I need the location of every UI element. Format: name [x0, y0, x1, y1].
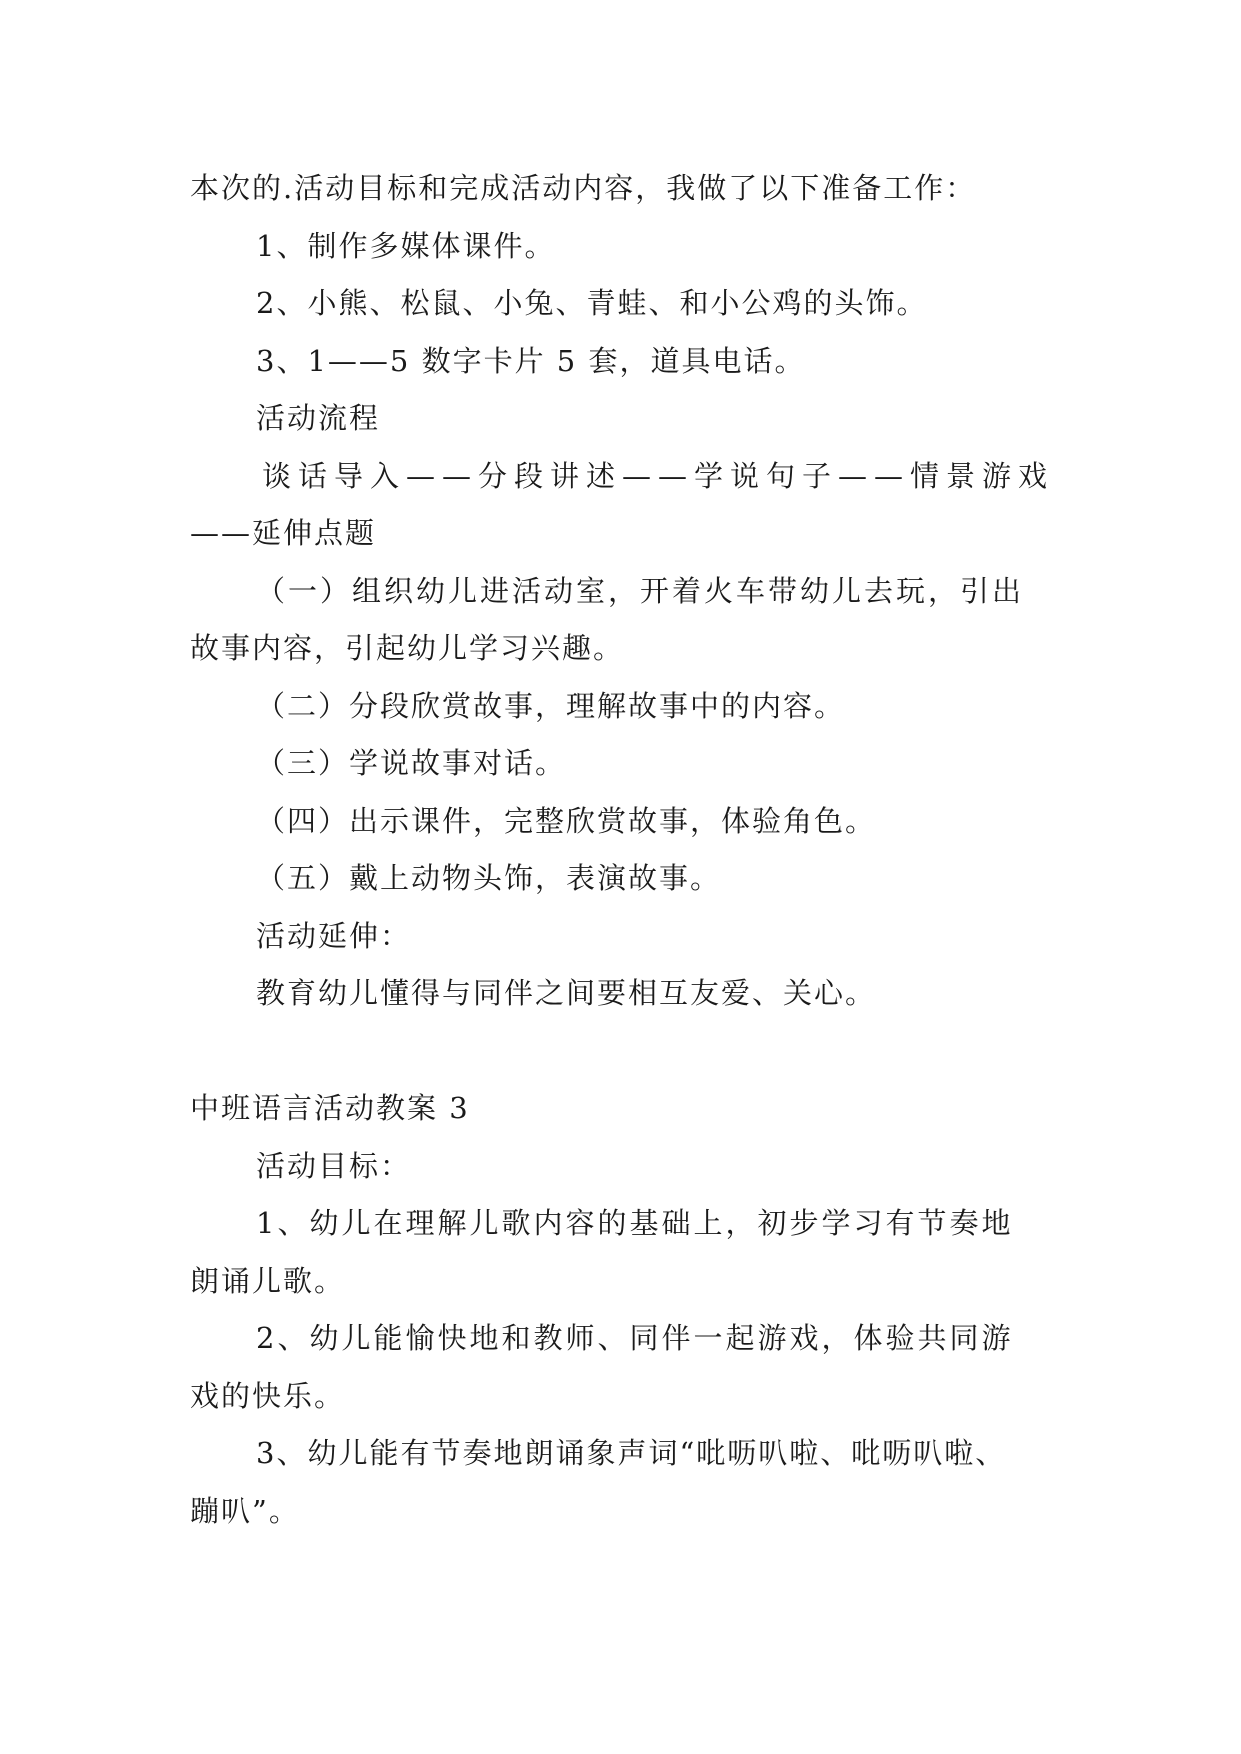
- goal-1-cont: 朗诵儿歌。: [190, 1264, 346, 1298]
- goal-2-cont: 戏的快乐。: [190, 1379, 346, 1413]
- list-item-prep-2: 2、小熊、松鼠、小兔、青蛙、和小公鸡的头饰。: [256, 286, 928, 320]
- activity-flow-summary-cont: ——延伸点题: [190, 516, 377, 550]
- section-title-lesson-3: 中班语言活动教案 3: [190, 1091, 470, 1125]
- list-item-prep-1: 1、制作多媒体课件。: [256, 229, 556, 263]
- flow-step-2: （二）分段欣赏故事，理解故事中的内容。: [256, 689, 846, 723]
- goal-2: 2、幼儿能愉快地和教师、同伴一起游戏，体验共同游: [256, 1321, 1014, 1355]
- goal-3-cont: 蹦叭”。: [190, 1494, 300, 1528]
- flow-step-3: （三）学说故事对话。: [256, 746, 567, 780]
- flow-step-1: （一）组织幼儿进活动室，开着火车带幼儿去玩，引出: [256, 574, 1025, 608]
- goal-3: 3、幼儿能有节奏地朗诵象声词“吡呖叭啦、吡呖叭啦、: [256, 1436, 1007, 1470]
- section-heading-extension: 活动延伸：: [256, 919, 412, 953]
- section-heading-activity-flow: 活动流程: [256, 401, 381, 435]
- paragraph-extension: 教育幼儿懂得与同伴之间要相互友爱、关心。: [256, 976, 877, 1010]
- paragraph-preparation-intro: 本次的.活动目标和完成活动内容，我做了以下准备工作：: [190, 171, 977, 205]
- section-heading-goals: 活动目标：: [256, 1149, 412, 1183]
- flow-step-5: （五）戴上动物头饰，表演故事。: [256, 861, 722, 895]
- activity-flow-summary: 谈话导入——分段讲述——学说句子——情景游戏: [262, 459, 1055, 493]
- flow-step-1-cont: 故事内容，引起幼儿学习兴趣。: [190, 631, 625, 665]
- flow-step-4: （四）出示课件，完整欣赏故事，体验角色。: [256, 804, 877, 838]
- list-item-prep-3: 3、1——5 数字卡片 5 套，道具电话。: [256, 344, 806, 378]
- goal-1: 1、幼儿在理解儿歌内容的基础上，初步学习有节奏地: [256, 1206, 1014, 1240]
